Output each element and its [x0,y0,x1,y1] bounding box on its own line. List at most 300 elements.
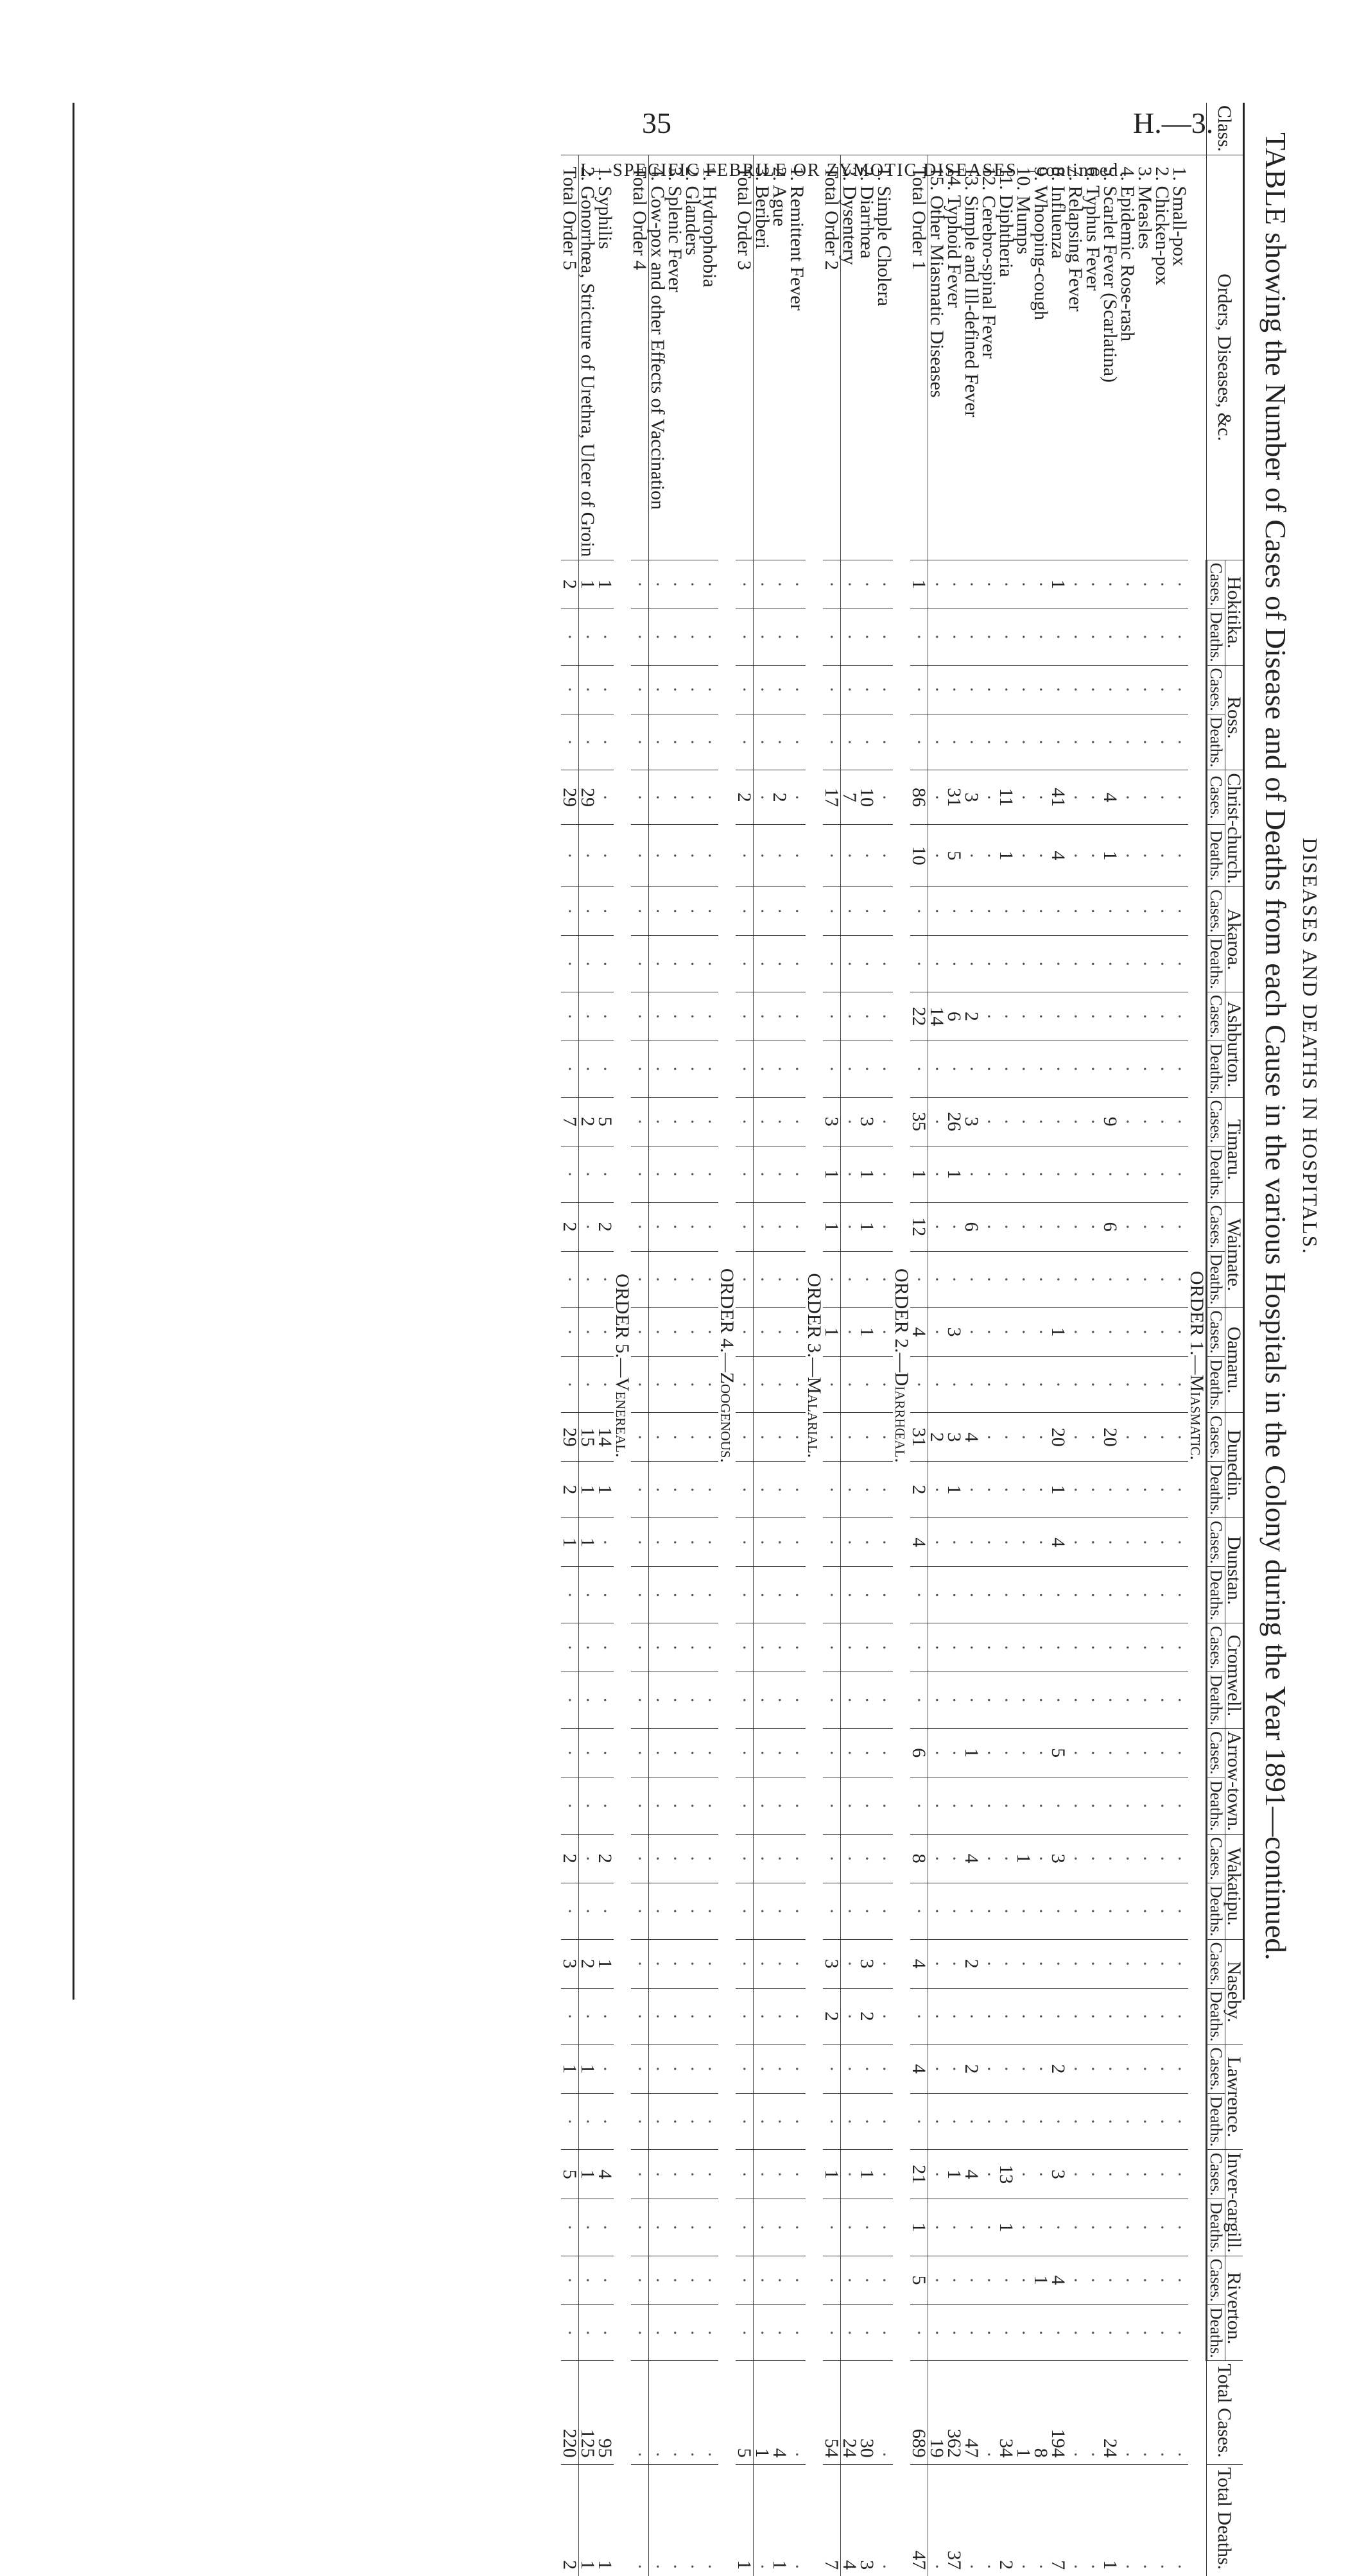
empty-cell: · [684,824,701,886]
empty-cell: · [684,1041,701,1097]
count-cell: 4 [910,1518,928,1567]
empty-cell: · [579,886,597,935]
disease-label: 1. Hydrophobia [701,155,718,560]
empty-cell: · [980,1988,998,2044]
empty-cell: · [1032,1777,1050,1834]
empty-cell: · [876,824,893,886]
empty-cell: · [701,665,718,714]
empty-cell: · [910,936,928,992]
empty-cell: · [666,1251,684,1308]
empty-cell: · [631,1041,649,1097]
empty-cell: · [963,1777,980,1834]
cases-subheader: Cases. [1207,1308,1225,1356]
count-cell: 2 [963,992,980,1041]
empty-cell: · [823,1251,841,1308]
empty-cell: · [1136,992,1154,1041]
total-cases-cell: 19 [928,2361,946,2464]
empty-cell: · [684,560,701,609]
empty-cell: · [754,1672,772,1729]
empty-cell: · [1015,1308,1032,1356]
empty-cell: · [736,1518,754,1567]
empty-cell: · [998,714,1015,770]
empty-cell: · [980,2150,998,2199]
empty-cell: · [980,1883,998,1939]
disease-row [998,103,1015,2576]
empty-cell: · [754,560,772,609]
empty-cell: · [649,1939,667,1988]
empty-cell: · [1084,1777,1102,1834]
disease-row [788,103,806,2576]
order-heading: ORDER 4.—Zoogenous. [718,155,736,2576]
order-heading: ORDER 5.—Venereal. [614,155,631,2576]
empty-cell: · [1136,2199,1154,2256]
empty-cell: · [736,1834,754,1883]
empty-cell: · [998,1146,1015,1202]
empty-cell: · [1136,2093,1154,2150]
total-deaths-cell: 47 [910,2464,928,2576]
empty-cell: · [963,560,980,609]
empty-cell: · [876,936,893,992]
document-reference: H.—3. [1133,107,1214,139]
empty-cell: · [1136,560,1154,609]
count-cell: 3 [823,1097,841,1146]
total-deaths-cell: 7 [1050,2464,1067,2576]
empty-cell: · [876,1939,893,1988]
empty-cell: · [876,1518,893,1567]
empty-cell: · [841,992,859,1041]
empty-cell: · [771,1251,788,1308]
empty-cell: · [1015,1777,1032,1834]
empty-cell: · [1171,1308,1188,1356]
total-cases-cell: · [1154,2361,1171,2464]
count-cell: 4 [963,2150,980,2199]
empty-cell: · [946,936,963,992]
count-cell: 1 [579,2150,597,2199]
order-heading: ORDER 3.—Malarial. [806,155,823,2576]
empty-cell: · [1154,1939,1171,1988]
empty-cell: · [701,1356,718,1413]
empty-cell: · [876,1251,893,1308]
empty-cell: · [1119,1251,1136,1308]
empty-cell: · [980,824,998,886]
total-cases-header: Total Cases. [1207,2361,1243,2464]
empty-cell: · [876,1777,893,1834]
total-deaths-cell: · [980,2464,998,2576]
rotated-table-page [73,0,1357,2570]
empty-cell: · [858,609,876,665]
empty-cell: · [980,1097,998,1146]
empty-cell: · [1154,609,1171,665]
empty-cell: · [928,1672,946,1729]
cases-subheader: Cases. [1207,2150,1225,2199]
disease-row [1154,103,1171,2576]
empty-cell: · [754,1462,772,1518]
count-cell: 1 [579,2044,597,2093]
empty-cell: · [1067,560,1084,609]
empty-cell: · [771,1623,788,1672]
empty-cell: · [876,2093,893,2150]
empty-cell: · [788,2093,806,2150]
empty-cell: · [596,2256,614,2304]
total-cases-cell: 47 [963,2361,980,2464]
empty-cell: · [876,770,893,824]
empty-cell: · [998,1939,1015,1988]
empty-cell: · [928,1883,946,1939]
empty-cell: · [771,936,788,992]
disease-label: 2. Ague [771,155,788,560]
total-cases-cell: · [1119,2361,1136,2464]
deaths-subheader: Deaths. [1207,609,1225,665]
empty-cell: · [1067,1202,1084,1251]
empty-cell: · [701,1202,718,1251]
empty-cell: · [754,1988,772,2044]
count-cell: 1 [1102,824,1119,886]
empty-cell: · [876,1413,893,1462]
empty-cell: · [1102,714,1119,770]
empty-cell: · [946,1251,963,1308]
empty-cell: · [1102,1939,1119,1988]
empty-cell: · [1119,1041,1136,1097]
empty-cell: · [858,1413,876,1462]
count-cell: 1 [998,2199,1015,2256]
empty-cell: · [963,2199,980,2256]
empty-cell: · [1032,992,1050,1041]
empty-cell: · [1084,1097,1102,1146]
empty-cell: · [946,1883,963,1939]
empty-cell: · [963,2093,980,2150]
empty-cell: · [701,2044,718,2093]
empty-cell: · [788,1988,806,2044]
empty-cell: · [736,1146,754,1202]
empty-cell: · [1015,1518,1032,1567]
empty-cell: · [1050,1567,1067,1623]
empty-cell: · [701,936,718,992]
empty-cell: · [1119,1939,1136,1988]
empty-cell: · [823,1567,841,1623]
count-cell: 35 [910,1097,928,1146]
empty-cell: · [1171,1623,1188,1672]
hospital-header-cromwell: Cromwell. [1225,1623,1243,1729]
empty-cell: · [1050,1146,1067,1202]
deaths-subheader: Deaths. [1207,1041,1225,1097]
empty-cell: · [1050,1988,1067,2044]
empty-cell: · [1032,560,1050,609]
empty-cell: · [701,1251,718,1308]
empty-cell: · [1050,1883,1067,1939]
empty-cell: · [684,1356,701,1413]
empty-cell: · [561,936,579,992]
empty-cell: · [963,1518,980,1567]
empty-cell: · [928,714,946,770]
empty-cell: · [841,714,859,770]
count-cell: 1 [561,2044,579,2093]
empty-cell: · [596,1308,614,1356]
empty-cell: · [841,1777,859,1834]
empty-cell: · [980,1413,998,1462]
empty-cell: · [666,2093,684,2150]
empty-cell: · [1067,1988,1084,2044]
empty-cell: · [1067,2044,1084,2093]
empty-cell: · [666,1567,684,1623]
empty-cell: · [596,2093,614,2150]
empty-cell: · [1067,1356,1084,1413]
empty-cell: · [1154,1988,1171,2044]
count-cell: 1 [858,1308,876,1356]
empty-cell: · [841,1623,859,1672]
count-cell: 4 [1050,2256,1067,2304]
empty-cell: · [841,886,859,935]
empty-cell: · [561,2093,579,2150]
empty-cell: · [946,1356,963,1413]
empty-cell: · [649,1146,667,1202]
empty-cell: · [736,2256,754,2304]
empty-cell: · [980,1834,998,1883]
empty-cell: · [823,1413,841,1462]
empty-cell: · [1032,2044,1050,2093]
cases-subheader: Cases. [1207,2044,1225,2093]
empty-cell: · [1119,609,1136,665]
empty-cell: · [998,560,1015,609]
empty-cell: · [1119,1413,1136,1462]
empty-cell: · [980,2199,998,2256]
count-cell: 5 [1050,1728,1067,1777]
empty-cell: · [788,1672,806,1729]
empty-cell: · [1171,2256,1188,2304]
empty-cell: · [561,824,579,886]
count-cell: 29 [561,770,579,824]
empty-cell: · [596,1672,614,1729]
empty-cell: · [980,1623,998,1672]
empty-cell: · [910,886,928,935]
count-cell: 14 [928,992,946,1041]
empty-cell: · [579,1672,597,1729]
empty-cell: · [1171,1728,1188,1777]
empty-cell: · [1050,1623,1067,1672]
empty-cell: · [649,1251,667,1308]
empty-cell: · [771,1097,788,1146]
empty-cell: · [579,2199,597,2256]
empty-cell: · [771,609,788,665]
hospital-header-arrow-town: Arrow-town. [1225,1728,1243,1834]
total-deaths-cell: · [928,2464,946,2576]
empty-cell: · [684,1672,701,1729]
empty-cell: · [876,1883,893,1939]
empty-cell: · [1154,1672,1171,1729]
cases-subheader: Cases. [1207,886,1225,935]
empty-cell: · [910,714,928,770]
count-cell: 3 [1050,1834,1067,1883]
empty-cell: · [684,2199,701,2256]
empty-cell: · [841,824,859,886]
count-cell: 2 [561,1462,579,1518]
empty-cell: · [998,1672,1015,1729]
empty-cell: · [561,1988,579,2044]
empty-cell: · [946,886,963,935]
empty-cell: · [1032,609,1050,665]
empty-cell: · [788,770,806,824]
empty-cell: · [1136,1413,1154,1462]
count-cell: 5 [946,824,963,886]
count-cell: 12 [910,1202,928,1251]
empty-cell: · [788,1834,806,1883]
empty-cell: · [1171,2150,1188,2199]
empty-cell: · [928,1251,946,1308]
count-cell: 1 [998,824,1015,886]
empty-cell: · [754,2304,772,2361]
empty-cell: · [946,665,963,714]
empty-cell: · [596,714,614,770]
deaths-subheader: Deaths. [1207,1146,1225,1202]
empty-cell: · [754,1834,772,1883]
empty-cell: · [963,1883,980,1939]
empty-cell: · [998,2093,1015,2150]
empty-cell: · [1032,1097,1050,1146]
deaths-subheader: Deaths. [1207,824,1225,886]
empty-cell: · [1032,1462,1050,1518]
empty-cell: · [1067,665,1084,714]
disease-label: 3. Dysentery [841,155,859,560]
count-cell: 1 [823,2150,841,2199]
count-cell: 5 [596,1097,614,1146]
empty-cell: · [1136,1567,1154,1623]
empty-cell: · [1067,936,1084,992]
empty-cell: · [754,2256,772,2304]
empty-cell: · [998,1413,1015,1462]
empty-cell: · [649,1462,667,1518]
cases-subheader: Cases. [1207,1834,1225,1883]
empty-cell: · [579,1251,597,1308]
count-cell: 2 [858,1988,876,2044]
empty-cell: · [1050,992,1067,1041]
empty-cell: · [876,2199,893,2256]
empty-cell: · [596,2304,614,2361]
cases-subheader: Cases. [1207,1939,1225,1988]
empty-cell: · [946,2304,963,2361]
deaths-subheader: Deaths. [1207,1672,1225,1729]
empty-cell: · [823,2256,841,2304]
empty-cell: · [1119,2093,1136,2150]
empty-cell: · [736,2150,754,2199]
total-cases-cell: · [788,2361,806,2464]
empty-cell: · [736,714,754,770]
empty-cell: · [561,2256,579,2304]
count-cell: 1 [561,1518,579,1567]
empty-cell: · [1171,665,1188,714]
empty-cell: · [823,824,841,886]
empty-cell: · [788,1883,806,1939]
order-total-row [736,103,754,2576]
empty-cell: · [701,1939,718,1988]
count-cell: 1 [946,1462,963,1518]
empty-cell: · [1067,2093,1084,2150]
total-cases-cell: 194 [1050,2361,1067,2464]
empty-cell: · [1136,1623,1154,1672]
empty-cell: · [754,1728,772,1777]
empty-cell: · [788,1567,806,1623]
empty-cell: · [788,1939,806,1988]
empty-cell: · [858,2256,876,2304]
empty-cell: · [649,2256,667,2304]
empty-cell: · [1171,1146,1188,1202]
count-cell: 3 [963,1097,980,1146]
total-deaths-cell: · [1171,2464,1188,2576]
empty-cell: · [928,886,946,935]
count-cell: 2 [579,1097,597,1146]
empty-cell: · [1154,560,1171,609]
empty-cell: · [876,1202,893,1251]
empty-cell: · [1015,1672,1032,1729]
empty-cell: · [701,1518,718,1567]
empty-cell: · [666,824,684,886]
empty-cell: · [1136,1202,1154,1251]
empty-cell: · [788,1413,806,1462]
empty-cell: · [946,2093,963,2150]
empty-cell: · [666,1146,684,1202]
empty-cell: · [736,665,754,714]
empty-cell: · [963,1356,980,1413]
empty-cell: · [980,1041,998,1097]
empty-cell: · [596,609,614,665]
empty-cell: · [858,1728,876,1777]
empty-cell: · [649,824,667,886]
empty-cell: · [823,1728,841,1777]
hospital-header-hokitika: Hokitika. [1225,560,1243,665]
empty-cell: · [631,1518,649,1567]
empty-cell: · [736,1251,754,1308]
empty-cell: · [963,824,980,886]
empty-cell: · [771,2044,788,2093]
empty-cell: · [631,1356,649,1413]
count-cell: 4 [596,2150,614,2199]
empty-cell: · [684,2150,701,2199]
empty-cell: · [1136,1883,1154,1939]
empty-cell: · [1050,1202,1067,1251]
empty-cell: · [666,560,684,609]
empty-cell: · [980,886,998,935]
empty-cell: · [701,992,718,1041]
count-cell: 14 [596,1413,614,1462]
empty-cell: · [561,714,579,770]
empty-cell: · [631,1097,649,1146]
table-subtitle: TABLE showing the Number of Cases of Disease and of Deaths from each Cause in the various Hospitals in the Colony during the Year 1891—continued. [1259,132,1292,1960]
empty-cell: · [1171,1413,1188,1462]
empty-cell: · [1015,1883,1032,1939]
empty-cell: · [1084,1567,1102,1623]
empty-cell: · [666,1883,684,1939]
empty-cell: · [1102,1356,1119,1413]
empty-cell: · [631,714,649,770]
empty-cell: · [1015,824,1032,886]
empty-cell: · [858,992,876,1041]
header-row-hospitals [1225,103,1243,2576]
empty-cell: · [649,2150,667,2199]
empty-cell: · [1102,1728,1119,1777]
empty-cell: · [788,2199,806,2256]
empty-cell: · [631,2150,649,2199]
empty-cell: · [858,2044,876,2093]
empty-cell: · [736,2199,754,2256]
cases-subheader: Cases. [1207,1097,1225,1146]
total-cases-cell: 125 [579,2361,597,2464]
total-cases-cell: · [980,2361,998,2464]
empty-cell: · [771,1518,788,1567]
disease-label: 2. Diarrhœa [858,155,876,560]
empty-cell: · [928,1777,946,1834]
empty-cell: · [684,1462,701,1518]
empty-cell: · [928,936,946,992]
empty-cell: · [823,2093,841,2150]
order-total-label: Total Order 2 [823,155,841,560]
